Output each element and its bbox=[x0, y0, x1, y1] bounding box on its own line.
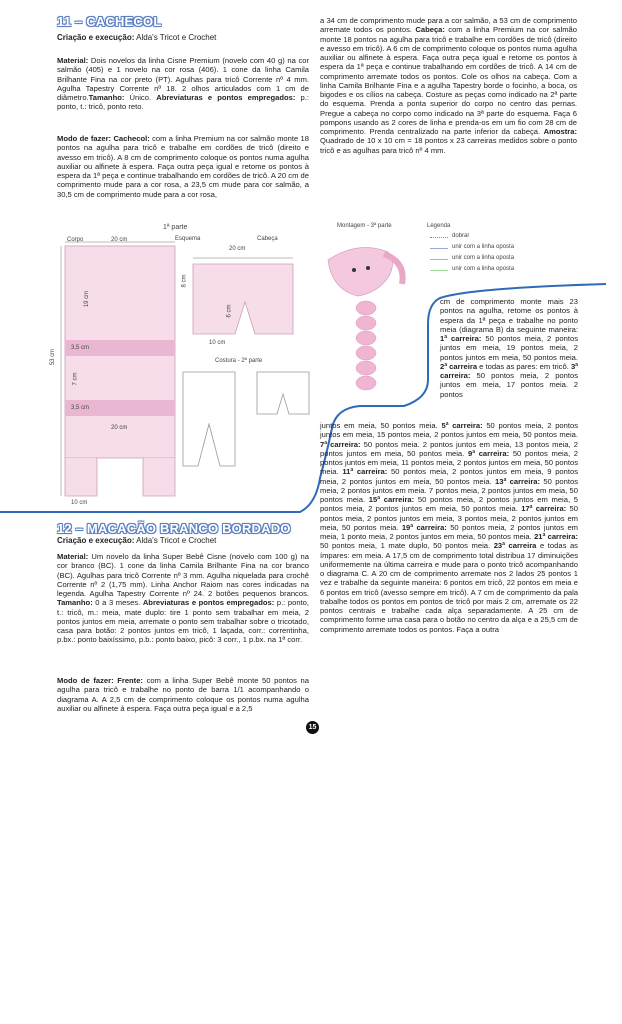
diagram-dim-20b: 20 cm bbox=[229, 246, 246, 252]
diagram-dim-20c: 20 cm bbox=[111, 425, 128, 431]
right-column-text: cm de comprimento monte mais 23 pontos na agulha, retome os pontos à espera da 1ª peça e trabalhe no ponto meia (diagrama B) da seguinte maneira: 1ª carreira: 50 pontos meia, 2 pontos juntos em meia, 19 pontos meia, 2 pontos juntos em meia, 50 pontos meia. 2ª carreira e todas as pares: em tricô. 3ª carreira: 50 pontos meia, 2 pontos juntos em meia, 17 pontos meia. 2 pontos bbox=[440, 297, 578, 399]
diagram-dim-7: 7 cm bbox=[72, 372, 79, 386]
diagram-dim-10a: 10 cm bbox=[71, 500, 88, 506]
legend-item-1: dobrar bbox=[452, 233, 470, 239]
credit-value-12: Alda's Tricot e Crochet bbox=[134, 536, 217, 545]
credit-value: Alda's Tricot e Crochet bbox=[134, 33, 217, 42]
legend-title: Legenda bbox=[427, 223, 451, 229]
diagram-dim-35a: 3,5 cm bbox=[71, 345, 90, 351]
diagram-dim-20a: 20 cm bbox=[111, 237, 128, 243]
diagram-dim-35b: 3,5 cm bbox=[71, 405, 90, 411]
section12-material: Material: Um novelo da linha Super Bebê Cisne (novelo com 100 g) na cor branco (BC). 1 cone da linha Camila Brilhante Fina na cor branco (BC). Agulhas para tricô Corrente nº 3 mm. Agulha niquelada para crochê Corrente nº 2 (1,75 mm). Linha Anchor Raiom nas cores indicadas na legenda. Agulha Tapestry Corrente nº 24. 2 botões pequenos brancos. Tamanho: 0 a 3 meses. Abreviaturas e pontos empregados: p.: ponto, t.: tricô, m.: meia, mate duplo: tire 1 ponto sem trabalhar em meia, 2 pontos juntos em meia, arremate o ponto sem trabalhar sobre o tricotado, casa para botão: 2 pontos juntos em tricô, 1 laçada, corr.: correntinha, p.bx.: ponto baixíssimo, p.b.: ponto baixo, picô: 3 corr., 1 p.bx. na 1ª corr. bbox=[57, 552, 309, 645]
legend-dotted-line bbox=[430, 237, 448, 238]
diagram-cabeca-label: Cabeça bbox=[257, 236, 278, 242]
diagram-corpo-label: Corpo bbox=[67, 237, 84, 243]
diagram-esquema-label: Esquema bbox=[175, 236, 201, 242]
section11-credit bbox=[57, 33, 216, 42]
section12-credit bbox=[57, 536, 216, 545]
diagram-dim-19: 19 cm bbox=[84, 290, 91, 308]
credit-label: Criação e execução: bbox=[57, 33, 135, 42]
diagram-dim-53: 53 cm bbox=[50, 348, 57, 366]
page-number: 15 bbox=[306, 721, 319, 734]
section12-title: 12 – MACACÃO BRANCO BORDADO bbox=[57, 521, 291, 536]
section11-method-cont: a 34 cm de comprimento mude para a cor salmão, a 53 cm de comprimento arremate todos os pontos. Cabeça: com a linha Premium na cor salmão monte 18 pontos na agulha para tricô e trabalhe em cordões de tricô (direito e avesso em tricô). A 6 cm de comprimento coloque os pontos numa agulha auxiliar ou alfinete à espera. Faça outra peça igual e retome os pontos à espera da 1ª peça e continue trabalhando em cordões de tricô. A 14 cm de comprimento arremate todos os pontos. Cole os olhos na cabeça. Com a linha Camila Brilhante Fina e a agulha Tapestry borde o focinho, a boca, os bigodes e os cílios na cabeça. Costure as peças como indicado na 2ª parte do esquema. Prenda a ponta superior do corpo no centro das pernas. Pregue a cabeça no corpo como indicado na 3ª parte do esquema. Faça 6 pompons usando as 2 cores de linha e prenda-os em um fio com 28 cm de comprimento. Prenda centralizado na parte inferior da cabeça. Amostra: Quadrado de 10 x 10 cm = 18 pontos x 23 carreiras medidos sobre o ponto tricô e as agulhas para tricô nº 4 mm. bbox=[320, 16, 577, 155]
legend-item-2: unir com a linha oposta bbox=[452, 244, 515, 250]
diagram-costura-label: Costura - 2ª parte bbox=[215, 358, 263, 364]
diagram-dim-6: 6 cm bbox=[226, 304, 233, 318]
section11-title: 11 – CACHECOL bbox=[57, 14, 162, 29]
legend-item-4: unir com a linha oposta bbox=[452, 266, 515, 272]
credit-label-12: Criação e execução: bbox=[57, 536, 135, 545]
montagem-label: Montagem - 3ª parte bbox=[337, 223, 392, 229]
legend-green-line bbox=[430, 270, 448, 271]
right-column-text-wide: juntos em meia, 50 pontos meia. 5ª carreira: 50 pontos meia, 2 pontos juntos em meia, 15 pontos meia, 2 pontos juntos em meia, 50 pontos meia. 7ª carreira: 50 pontos meia. 2 pontos juntos em meia, 13 pontos meia, 2 pontos juntos em meia, 50 pontos meia. 9ª carreira: 50 pontos meia, 2 pontos juntos em meia, 11 pontos meia, 2 pontos juntos em meia, 50 pontos meia. 11ª carreira: 50 pontos meia, 2 pontos juntos em meia, 9 pontos meia, 2 pontos juntos em meia, 50 pontos meia. 13ª carreira: 50 pontos meia, 2 pontos juntos em meia. 7 pontos meia, 2 pontos juntos em meia, 50 pontos meia. 15ª carreira: 50 pontos meia, 2 pontos juntos em meia, 5 pontos meia, 2 pontos juntos em meia, 50 pontos meia. 17ª carreira: 50 pontos meia, 2 pontos juntos em meia, 3 pontos meia, 2 pontos juntos em meia, 50 pontos meia. 19ª carreira: 50 pontos meia, 2 pontos juntos em meia, 1 ponto meia, 2 pontos juntos em meia, 50 pontos meia. 21ª carreira: 50 pontos meia, 1 mate duplo, 50 pontos meia. 23ª carreira e todas as ímpares: em meia. A 17,5 cm de comprimento total distribua 17 diminuições uniformemente na última carreira e mude para o ponto tricô acompanhando o diagrama C. A 20 cm de comprimento arremate nos 2 lados 25 pontos 1 vez e trabalhe da seguinte maneira: 6 pontos em tricô, 22 pontos em meia e 6 pontos em tricô (avesso sempre em tricô). A 7 cm de comprimento da pala trabalhe todos os pontos em pontos de tricô por mais 2 cm, arremate os 22 pontos centrais e trabalhe cada alça separadamente. A 25 cm de comprimento forme uma casa para o botão no centro da alça e a 25,5 cm de comprimento arremate todos os pontos. Faça a outra bbox=[320, 421, 579, 634]
legend-blue-line bbox=[430, 248, 448, 249]
diagram-dim-8: 8 cm bbox=[181, 274, 188, 288]
diagram-part1-label: 1ª parte bbox=[163, 224, 188, 231]
legend-item-3: unir com a linha oposta bbox=[452, 255, 515, 261]
section11-material: Material: Dois novelos da linha Cisne Premium (novelo com 40 g) na cor salmão (405) e 1 novelo na cor rosa (406). 1 cone da linha Camila Brilhante Fina na cor preto (PT). Agulhas para tricô Corrente nº 4 mm. Agulha Tapestry Corrente nº 18. 2 olhos articulados com 1 cm de diâmetro.Tamanho: Único. Abreviaturas e pontos empregados: p.: ponto, t.: tricô, ponto reto. bbox=[57, 56, 309, 112]
section11-method: Modo de fazer: Cachecol: com a linha Premium na cor salmão monte 18 pontos na agulha para tricô e trabalhe em cordões de tricô (direito e avesso em tricô). A 8 cm de comprimento coloque os pontos numa agulha auxiliar ou alfinete à espera. Faça outra peça igual e retome os pontos à espera da 1ª peça e continue trabalhando em cordões de tricô. A 20 cm de comprimento mude para a cor rosa, a 23,5 cm mude para cor salmão, a 30,5 cm de comprimento mude para a cor rosa, bbox=[57, 134, 309, 199]
section12-method: Modo de fazer: Frente: com a linha Super Bebê monte 50 pontos na agulha para tricô e trabalhe no ponto de barra 1/1 acompanhando o diagrama A. A 2,5 cm de comprimento coloque os pontos numa agulha auxiliar ou alfinete à espera. Faça outra peça igual e a 2,5 bbox=[57, 676, 309, 713]
legend-pink-line bbox=[430, 259, 448, 260]
diagram-dim-10b: 10 cm bbox=[209, 340, 226, 346]
